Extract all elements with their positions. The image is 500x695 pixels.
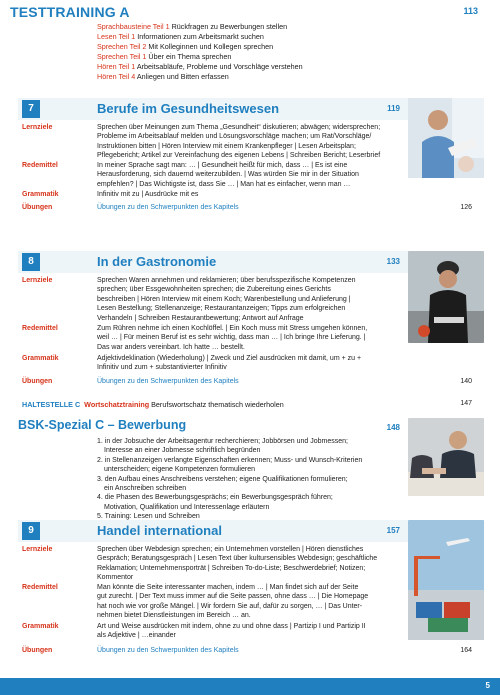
chapter8-grammatik-label: Grammatik [22,355,59,362]
testtraining-item: Sprachbausteine Teil 1 Rückfragen zu Bewerbungen stellen [97,22,288,31]
testtraining-item: Lesen Teil 1 Informationen zum Arbeitsmarkt suchen [97,32,264,41]
chapter9-redemittel-label: Redemittel [22,584,58,591]
testtraining-page: 113 [463,6,478,16]
chapter7-lernziele-label: Lernziele [22,124,53,131]
chapter7-redemittel-text: In meiner Sprache sagt man: … | Gesundheit heißt für mich, dass … | Es ist eine Herausforderung, sich dauernd weiterzubilden. | Was würden Sie mir in der Situation empfehlen? | Das Wichtigste ist, dass Sie … | Man hat es einfacher, wenn man … [97,162,359,188]
testtraining-item: Hören Teil 4 Anliegen und Bitten erfassen [97,72,229,81]
chapter8-lernziele-label: Lernziele [22,277,53,284]
chapter8-uebungen-label: Übungen [22,378,53,385]
testtraining-list [97,22,303,82]
chapter8-title: In der Gastronomie [97,254,217,269]
bsk-item: 4. die Phasen des Bewerbungsgesprächs; ein Bewerbungsgespräch führen; Motivation, Qualifikation und Interessenlage erläutern [97,494,333,511]
bsk-item: 5. Training: Lesen und Schreiben [97,513,200,521]
healthcare-photo [408,98,484,178]
testtraining-item: Sprechen Teil 1 Über ein Thema sprechen [97,52,232,61]
bsk-list [97,437,407,522]
page-number: 5 [485,681,490,690]
chapter7-uebungen-label: Übungen [22,204,53,211]
chapter7-lernziele-text: Sprechen über Meinungen zum Thema „Gesundheit“ diskutieren; abwägen; widersprechen; Probleme im Arbeitsablauf melden und Lösungsvorschläge machen; um Rat/Vorschläge/ Instruktionen bitten | Hören Interview mit einem Krankenpfleger | Lesen Arbeitsplan; Pflegebericht; Artikel zur Vereinfachung des eigenen Lebens | Schreiben Bericht; Leserbrief [97,124,381,160]
testtraining-title: TESTTRAINING A [10,4,130,20]
chapter7-grammatik-label: Grammatik [22,191,59,198]
trade-photo [408,520,484,640]
chapter9-lernziele-text: Sprechen über Webdesign sprechen; ein Unternehmen vorstellen | Hören dienstliches Gespräch; Beratungsgespräch | Lesen Text über kultursensibles Webdesign; geschäftliche Reklamation; Unternehmensporträt | Schreiben To-do-Liste; Beschwerdebrief; Notizen; Kommentor [97,546,378,582]
bsk-title: BSK-Spezial C – Bewerbung [18,418,187,432]
chapter7-uebungen-page: 126 [460,204,472,211]
chapter7-redemittel-label: Redemittel [22,162,58,169]
chapter9-uebungen-page: 164 [460,647,472,654]
chapter8-page: 133 [386,257,400,266]
chapter7-title: Berufe im Gesundheitswesen [97,101,280,116]
chapter9-grammatik-text: Art und Weise ausdrücken mit indem, ohne zu und ohne dass | Partizip I und Partizip II als Adjektive | …einander [97,623,366,640]
haltestelle-page: 147 [460,400,472,407]
chapter8-grammatik-text: Adjektivdeklination (Wiederholung) | Zweck und Ziel ausdrücken mit damit, um + zu + Infinitiv und zum + substantivierter Infinitiv [97,355,362,372]
gastronomy-photo [408,251,484,343]
bsk-page: 148 [386,423,400,432]
bewerbung-photo [408,418,484,496]
chapter9-page: 157 [386,526,400,535]
chapter8-number: 8 [22,253,40,271]
chapter7-page: 119 [387,104,400,113]
haltestelle-label: HALTESTELLE C [22,400,81,409]
chapter8-uebungen-page: 140 [460,378,472,385]
haltestelle-text: Berufswortschatz thematisch wiederholen [149,400,284,409]
chapter8-uebungen-link[interactable]: Übungen zu den Schwerpunkten des Kapitels [97,378,239,385]
chapter8-redemittel-text: Zum Rühren nehme ich einen Kochlöffel. | Ein Koch muss mit Stress umgehen können, weil … | Für meinen Beruf ist es sehr wichtig, dass man … | Ich bringe Ihre Lieferung. | Das war anders vereinbart. Ich hatte … bestellt. [97,325,368,351]
testtraining-item: Hören Teil 1 Arbeitsabläufe, Probleme und Vorschläge verstehen [97,62,303,71]
bsk-item: 3. den Aufbau eines Anschreibens verstehen; eigene Qualifikationen formulieren; ein Anschreiben schreiben [97,475,348,493]
chapter9-lernziele-label: Lernziele [22,546,53,553]
chapter9-redemittel-text: Man könnte die Seite interessanter machen, indem … | Man findet sich auf der Seite gut zurecht. | Der Text muss immer auf die Seite passen, ohne dass … | Die Homepage hat noch wie vor große Mängel. | Wir fordern Sie auf, dafür zu sorgen, … | Das Unter- nehmen bietet Dienstleistungen im Bereich … an. [97,584,369,620]
haltestelle-kind: Wortschatztraining [84,400,150,409]
chapter8-lernziele-text: Sprechen Waren annehmen und reklamieren; über berufsspezifische Kompetenzen sprechen; über Essgewohnheiten sprechen; die Zubereitung eines Gerichts beschreiben | Hören Interview mit einem Koch; Warenbestellung und Anlieferung | Lesen Bestellung; Stellenanzeige; Restaurantanzeigen; Tipps zum erfolgreichen Verhandeln | Schreiben Restaurantbewertung; Antwort auf Anfrage [97,277,356,322]
chapter9-grammatik-label: Grammatik [22,623,59,630]
chapter9-uebungen-link[interactable]: Übungen zu den Schwerpunkten des Kapitels [97,647,239,654]
chapter9-uebungen-label: Übungen [22,647,53,654]
chapter7-number: 7 [22,100,40,118]
chapter7-uebungen-link[interactable]: Übungen zu den Schwerpunkten des Kapitels [97,204,239,211]
chapter7-grammatik-text: Infinitiv mit zu | Ausdrücke mit es [97,191,199,198]
testtraining-item: Sprechen Teil 2 Mit Kolleginnen und Kollegen sprechen [97,42,274,51]
chapter9-number: 9 [22,522,40,540]
bsk-item: 2. in Stellenanzeigen verlangte Eigenschaften erkennen; Muss- und Wunsch-Kriterien unterscheiden; eigene Kompetenzen formulieren [97,456,363,474]
page-footer [0,678,500,695]
chapter8-redemittel-label: Redemittel [22,325,58,332]
chapter9-title: Handel international [97,523,222,538]
haltestelle-row [22,400,284,409]
bsk-item: 1. in der Jobsuche der Arbeitsagentur recherchieren; Jobbörsen und Jobmessen; Interesse an einer Jobmesse schriftlich begründen [97,438,348,455]
